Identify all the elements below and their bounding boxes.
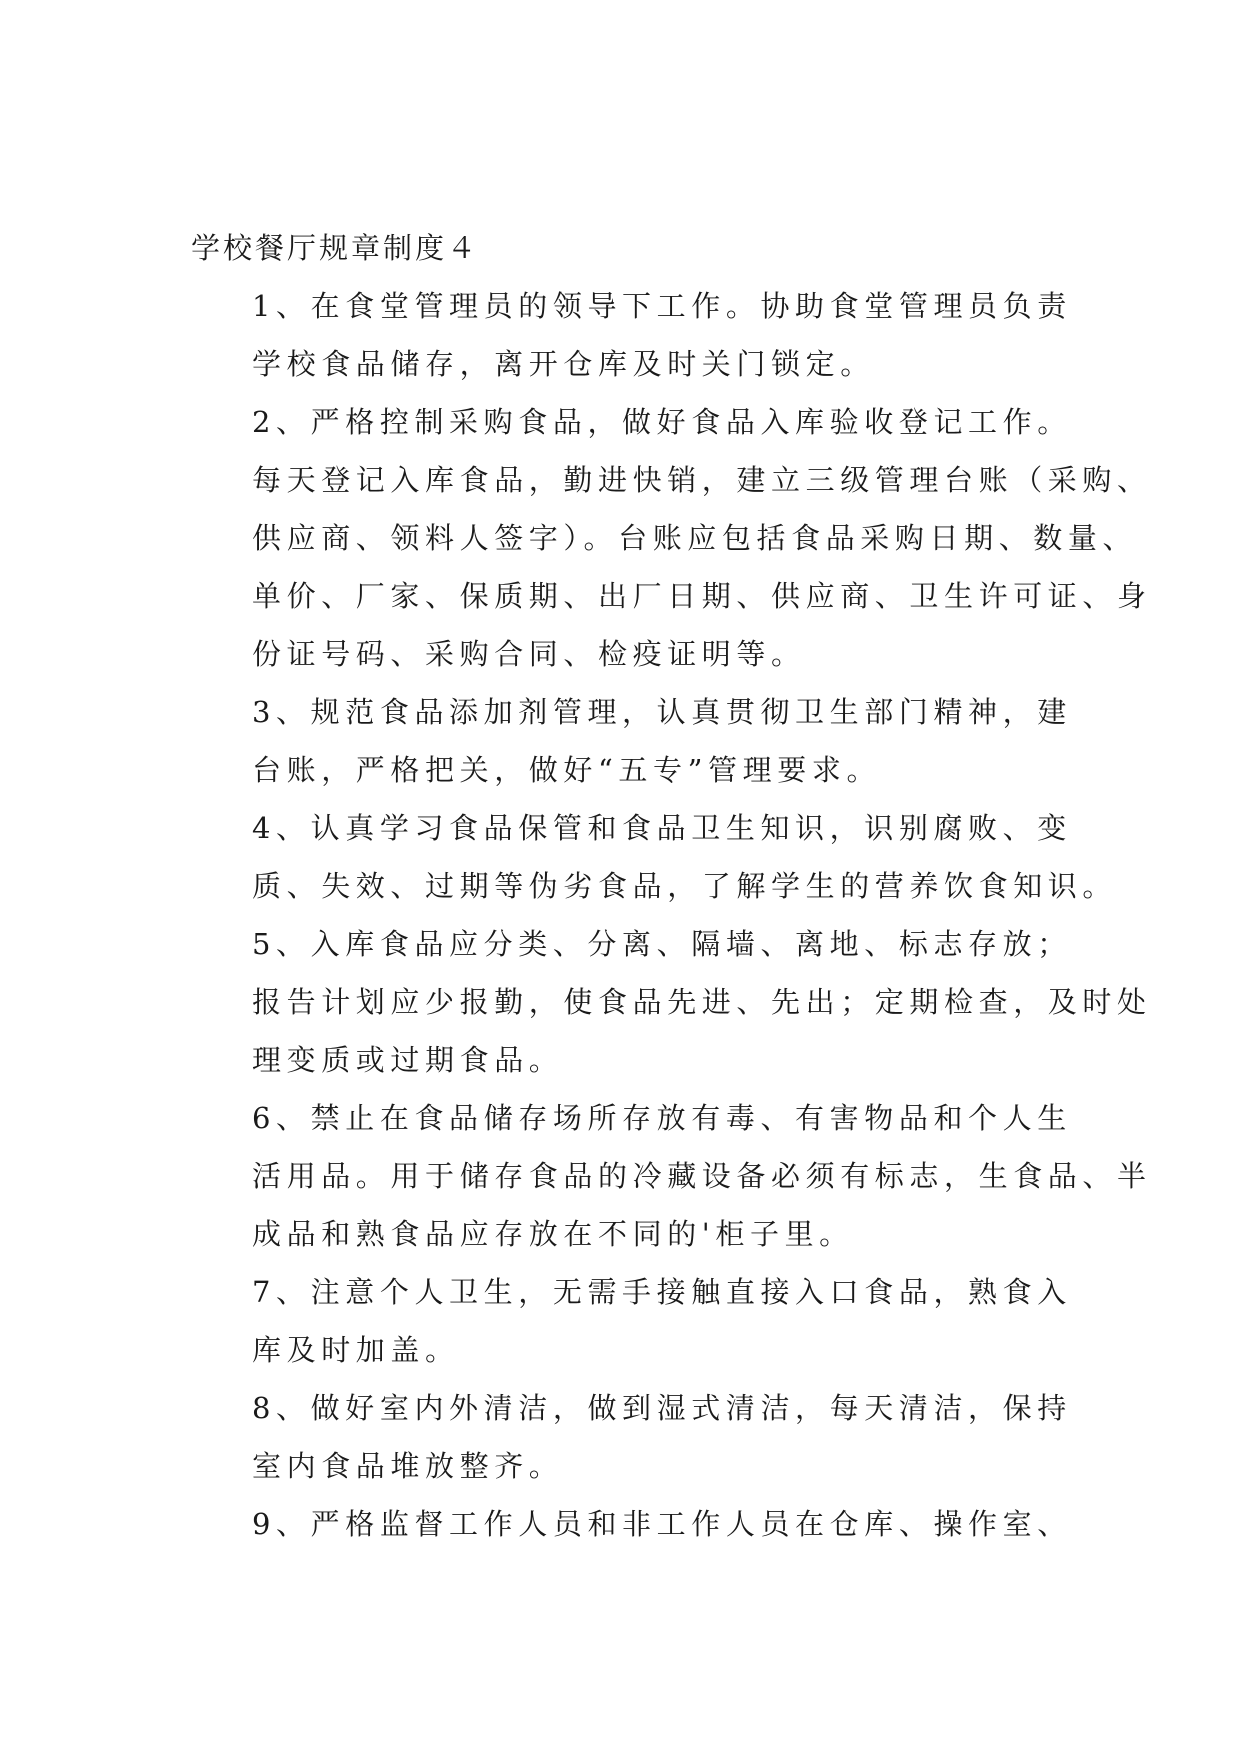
paragraph-line: 质、失效、过期等伪劣食品，了解学生的营养饮食知识。 bbox=[252, 869, 1118, 903]
document-body bbox=[191, 219, 1152, 1553]
paragraph-line: 室内食品堆放整齐。 bbox=[252, 1449, 564, 1483]
paragraph-7 bbox=[191, 1263, 1072, 1379]
paragraph-5 bbox=[191, 915, 1152, 1089]
paragraph-line: 7、注意个人卫生，无需手接触直接入口食品，熟食入 bbox=[252, 1275, 1072, 1309]
document-title: 学校餐厅规章制度４ bbox=[191, 231, 480, 265]
paragraph-line: 活用品。用于储存食品的冷藏设备必须有标志，生食品、半 bbox=[252, 1159, 1152, 1193]
paragraph-line: 台账，严格把关，做好“五专”管理要求。 bbox=[252, 753, 882, 787]
paragraph-line: 3、规范食品添加剂管理，认真贯彻卫生部门精神，建 bbox=[252, 695, 1072, 729]
paragraph-3 bbox=[191, 683, 1072, 799]
paragraph-6 bbox=[191, 1089, 1152, 1263]
paragraph-line: 2、严格控制采购食品，做好食品入库验收登记工作。 bbox=[252, 405, 1072, 439]
paragraph-line: 单价、厂家、保质期、出厂日期、供应商、卫生许可证、身 bbox=[252, 579, 1152, 613]
paragraph-4 bbox=[191, 799, 1118, 915]
paragraph-line: 成品和熟食品应存放在不同的'柜子里。 bbox=[252, 1217, 854, 1251]
paragraph-line: 8、做好室内外清洁，做到湿式清洁，每天清洁，保持 bbox=[252, 1391, 1072, 1425]
paragraph-line: 4、认真学习食品保管和食品卫生知识，识别腐败、变 bbox=[252, 811, 1072, 845]
paragraph-line: 5、入库食品应分类、分离、隔墙、离地、标志存放； bbox=[252, 927, 1072, 961]
paragraph-line: 1、在食堂管理员的领导下工作。协助食堂管理员负责 bbox=[252, 289, 1072, 323]
paragraph-line: 9、严格监督工作人员和非工作人员在仓库、操作室、 bbox=[252, 1507, 1072, 1541]
paragraph-2 bbox=[191, 393, 1152, 683]
paragraph-line: 学校食品储存，离开仓库及时关门锁定。 bbox=[252, 347, 875, 381]
paragraph-1 bbox=[191, 277, 1072, 393]
paragraph-line: 库及时加盖。 bbox=[252, 1333, 460, 1367]
paragraph-line: 报告计划应少报勤，使食品先进、先出；定期检查，及时处 bbox=[252, 985, 1152, 1019]
paragraph-line: 每天登记入库食品，勤进快销，建立三级管理台账（采购、 bbox=[252, 463, 1152, 497]
paragraph-9 bbox=[191, 1495, 1072, 1553]
paragraph-line: 供应商、领料人签字）。台账应包括食品采购日期、数量、 bbox=[252, 521, 1138, 555]
paragraph-line: 理变质或过期食品。 bbox=[252, 1043, 564, 1077]
paragraph-line: 6、禁止在食品储存场所存放有毒、有害物品和个人生 bbox=[252, 1101, 1072, 1135]
paragraph-8 bbox=[191, 1379, 1072, 1495]
paragraph-line: 份证号码、采购合同、检疫证明等。 bbox=[252, 637, 806, 671]
